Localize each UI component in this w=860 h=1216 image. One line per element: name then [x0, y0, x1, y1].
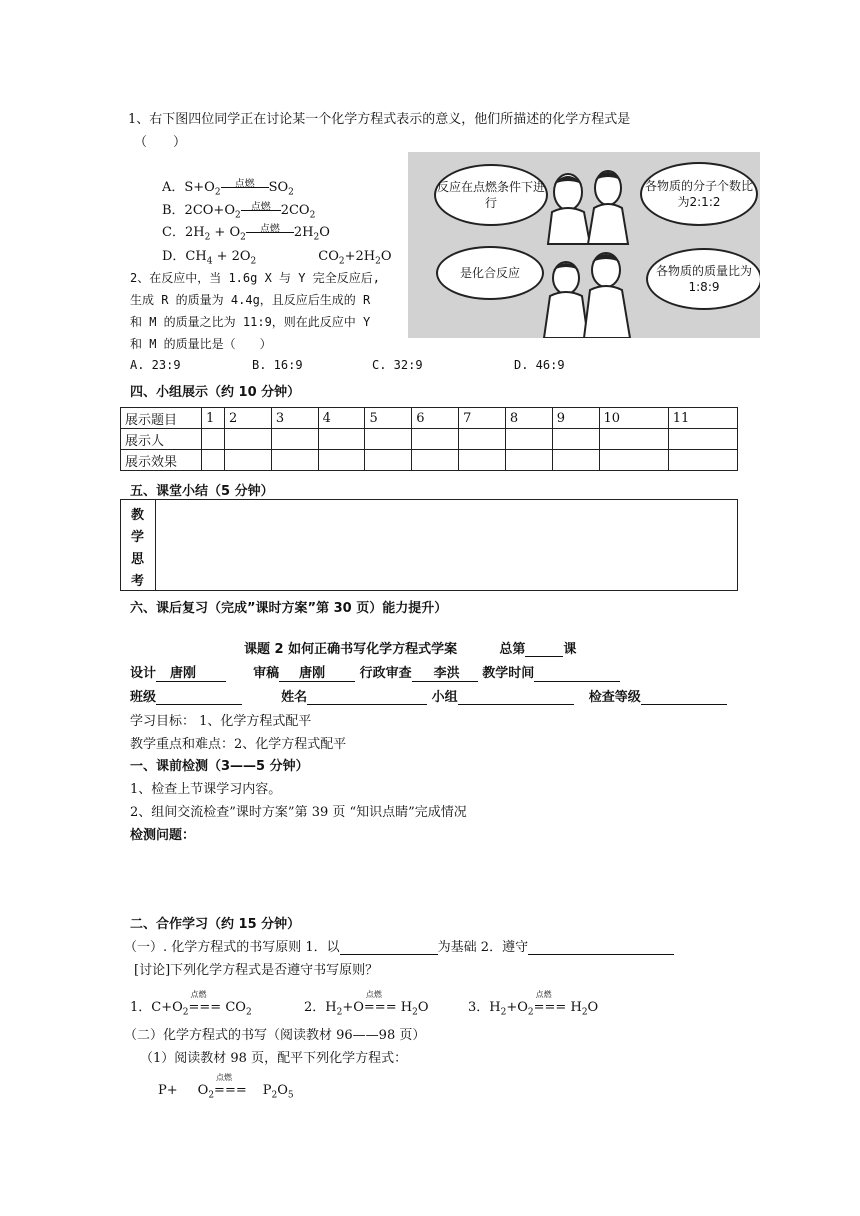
table-cell[interactable] — [318, 429, 365, 450]
table-cell: 8 — [505, 408, 552, 429]
table-cell: 6 — [412, 408, 459, 429]
table-cell[interactable] — [459, 450, 506, 471]
section-4-title: 四、小组展示（约 10 分钟） — [130, 385, 301, 400]
table-cell[interactable] — [318, 450, 365, 471]
q2-option-a: A. 23:9 — [130, 358, 181, 372]
table-cell[interactable] — [668, 450, 737, 471]
table-cell: 4 — [318, 408, 365, 429]
bubble-2: 各物质的分子个数比为2:1:2 — [640, 162, 758, 226]
bubble-3: 是化合反应 — [436, 246, 544, 300]
table-row — [121, 450, 738, 471]
table-cell: 11 — [668, 408, 737, 429]
pre-check-title: 一、课前检测（3——5 分钟） — [130, 759, 309, 774]
table-cell: 9 — [552, 408, 599, 429]
bubble-1: 反应在点燃条件下进行 — [434, 164, 548, 226]
table-row — [121, 408, 738, 429]
q2-option-d: D. 46:9 — [514, 358, 565, 372]
table-cell[interactable] — [668, 429, 737, 450]
table-cell[interactable] — [459, 429, 506, 450]
lesson-title: 课题 2 如何正确书写化学方程式学案 总第 课 — [244, 642, 577, 657]
table-cell[interactable] — [505, 429, 552, 450]
key-points: 教学重点和难点：2、化学方程式配平 — [130, 737, 347, 752]
student-info-row: 班级 姓名 小组 检查等级 — [130, 686, 727, 705]
pre-check-item-2: 2、组间交流检查”课时方案”第 39 页 “知识点睛”完成情况 — [130, 805, 467, 820]
pre-check-item-1: 1、检查上节课学习内容。 — [130, 782, 282, 797]
q2-line-3: 和 M 的质量之比为 11:9，则在此反应中 Y — [130, 315, 371, 329]
table-cell: 2 — [225, 408, 272, 429]
side-char: 教 — [131, 508, 145, 523]
q2-line-2: 生成 R 的质量为 4.4g，且反应后生成的 R — [130, 293, 371, 307]
equation-1: 1．$C+O_2$ 点燃 === $CO_2$ — [130, 990, 252, 1018]
section-5-title: 五、课堂小结（5 分钟） — [130, 484, 274, 499]
cartoon-image — [408, 152, 760, 338]
q2-line-4: 和 M 的质量比是（ ） — [130, 337, 272, 351]
table-cell[interactable] — [599, 429, 668, 450]
option-b: B．$2CO+O_2$ 点燃 $2CO_2$ — [162, 202, 316, 221]
table-cell[interactable] — [505, 450, 552, 471]
table-cell: 展示人 — [121, 429, 202, 450]
table-cell: 3 — [271, 408, 318, 429]
q2-line-1: 2、在反应中，当 1.6g X 与 Y 完全反应后, — [130, 271, 380, 285]
table-cell: 7 — [459, 408, 506, 429]
table-row — [121, 429, 738, 450]
table-cell: 1 — [202, 408, 225, 429]
coop-discussion: [讨论]下列化学方程式是否遵守书写原则？ — [134, 963, 379, 978]
coop-writing: （二）化学方程式的书写（阅读教材 96——98 页） — [124, 1028, 426, 1043]
table-cell[interactable] — [271, 429, 318, 450]
table-cell[interactable] — [552, 450, 599, 471]
table-cell[interactable] — [365, 429, 412, 450]
table-cell[interactable] — [412, 429, 459, 450]
equation-2: 2．$H_2+O$ 点燃 === $H_2O$ — [304, 990, 429, 1018]
side-char: 学 — [131, 530, 145, 545]
table-cell[interactable] — [412, 450, 459, 471]
q2-option-b: B. 16:9 — [252, 358, 303, 372]
students-drawing — [408, 152, 760, 338]
check-issues-label: 检测问题： — [130, 828, 196, 843]
q1-paren: （ ） — [134, 135, 187, 150]
table-cell[interactable] — [225, 429, 272, 450]
option-a: A．$S+O_2$ 点燃 $SO_2$ — [162, 179, 294, 198]
coop-title: 二、合作学习（约 15 分钟） — [130, 917, 301, 932]
table-cell[interactable] — [271, 450, 318, 471]
equation-3: 3．$H_2+O_2$ 点燃 === $H_2O$ — [468, 990, 599, 1018]
group-table — [120, 407, 738, 471]
table-cell[interactable] — [225, 450, 272, 471]
table-cell[interactable] — [599, 450, 668, 471]
coop-principle: （一）. 化学方程式的书写原则 1．以 为基础 2．遵守 — [124, 936, 674, 955]
section-6-title: 六、课后复习（完成”课时方案”第 30 页）能力提升） — [130, 601, 448, 616]
option-c: C．$2H_2 + O_2$ 点燃 $2H_2O$ — [162, 224, 330, 243]
balance-equation: $P+ O_2$ 点燃 === $P_2O_5$ — [158, 1073, 294, 1101]
coop-balance-instruction: （1）阅读教材 98 页，配平下列化学方程式： — [140, 1051, 408, 1066]
reflection-side-label — [121, 500, 156, 590]
reflection-box — [120, 499, 738, 591]
side-char: 考 — [131, 574, 145, 589]
lesson-info-row: 设计 唐刚 审稿 唐刚 行政审查 李洪 教学时间 — [130, 662, 620, 682]
q2-option-c: C. 32:9 — [372, 358, 423, 372]
option-d: D．$CH_4 + 2O_2$ $CO_2+2H_2O$ — [162, 249, 392, 267]
table-cell: 10 — [599, 408, 668, 429]
table-cell: 展示题目 — [121, 408, 202, 429]
q1-text: 1、右下图四位同学正在讨论某一个化学方程式表示的意义，他们所描述的化学方程式是 — [128, 112, 631, 127]
table-cell[interactable] — [202, 429, 225, 450]
table-cell[interactable] — [552, 429, 599, 450]
table-cell[interactable] — [202, 450, 225, 471]
table-cell[interactable] — [365, 450, 412, 471]
table-cell: 展示效果 — [121, 450, 202, 471]
side-char: 思 — [131, 552, 145, 567]
bubble-4: 各物质的质量比为1:8:9 — [646, 248, 760, 310]
table-cell: 5 — [365, 408, 412, 429]
learning-goal: 学习目标： 1、化学方程式配平 — [130, 714, 312, 729]
